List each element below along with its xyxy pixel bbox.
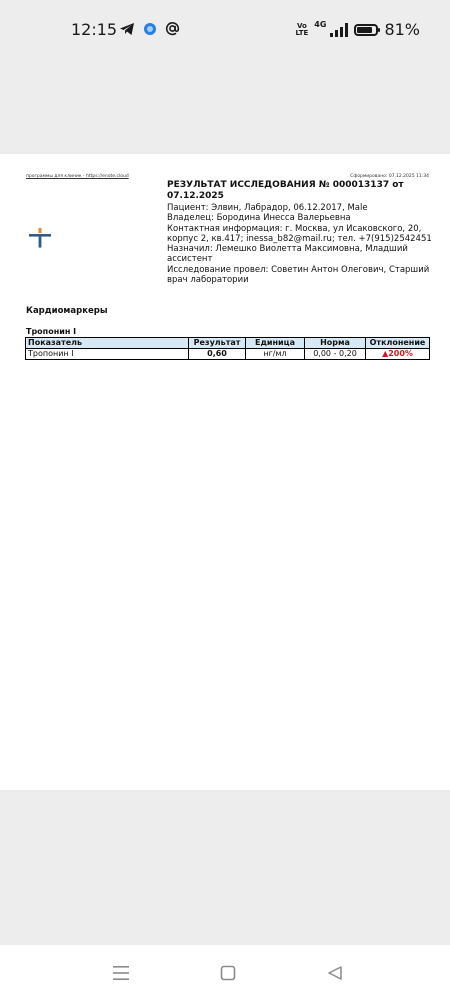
report-page	[0, 154, 450, 790]
column-header-deviation: Отклонение	[366, 338, 430, 349]
column-header-unit: Единица	[246, 338, 305, 349]
at-sign-icon	[165, 21, 180, 36]
home-icon	[220, 965, 236, 981]
section-title: Кардиомаркеры	[26, 306, 108, 316]
column-header-result: Результат	[189, 338, 246, 349]
table-row	[26, 349, 430, 360]
assigned-by: Назначил: Лемешко Виолетта Максимовна, Младший ассистент	[167, 244, 408, 265]
generated-timestamp: Сформировано: 07.12.2025 11:34	[350, 174, 429, 179]
battery-fill	[357, 27, 372, 33]
contact-info: Контактная информация: г. Москва, ул Исаковского, 20, корпус 2, кв.417; inessa_b82@mail.ru; тел. +7(915)2542451	[167, 223, 432, 244]
battery-percent: 81%	[384, 20, 420, 39]
back-icon	[327, 965, 343, 981]
results-table	[25, 337, 430, 360]
cell-norm: 0,00 - 0,20	[305, 349, 366, 360]
telegram-icon	[119, 22, 135, 36]
performed-by: Исследование провел: Советин Антон Олегович, Старший врач лаборатории	[167, 264, 430, 286]
status-right-group	[295, 20, 420, 39]
enote-link[interactable]: программы для клиник - https://enote.cloud	[26, 174, 129, 179]
owner-info: Владелец: Бородина Инесса Валерьевна	[167, 213, 351, 224]
battery-icon	[354, 24, 378, 36]
column-header-indicator: Показатель	[26, 338, 189, 349]
report-title: РЕЗУЛЬТАТ ИССЛЕДОВАНИЯ № 000013137 от 07.12.2025	[167, 180, 404, 201]
menu-icon	[112, 965, 130, 981]
menu-button[interactable]	[111, 963, 131, 983]
patient-info: Пациент: Элвин, Лабрадор, 06.12.2017, Male	[167, 203, 368, 213]
column-header-norm: Норма	[305, 338, 366, 349]
cell-unit: нг/мл	[246, 349, 305, 360]
clinic-logo-icon	[29, 228, 51, 248]
home-button[interactable]	[218, 963, 238, 983]
cell-indicator: Тропонин I	[26, 349, 189, 360]
status-time: 12:15	[71, 20, 118, 39]
cell-result: 0,60	[189, 349, 246, 360]
status-bar	[0, 0, 450, 60]
signal-icon	[330, 23, 348, 37]
cell-deviation: ▲200%	[366, 349, 430, 360]
volte-icon: Vo LTE	[295, 21, 309, 37]
notification-icons	[119, 21, 180, 36]
report-header	[167, 180, 432, 285]
network-type-label: 4G	[314, 20, 327, 29]
back-button[interactable]	[325, 963, 345, 983]
app-icon	[143, 22, 157, 36]
navigation-bar	[0, 945, 450, 1000]
table-header-row	[26, 338, 430, 349]
group-title: Тропонин I	[26, 327, 77, 336]
